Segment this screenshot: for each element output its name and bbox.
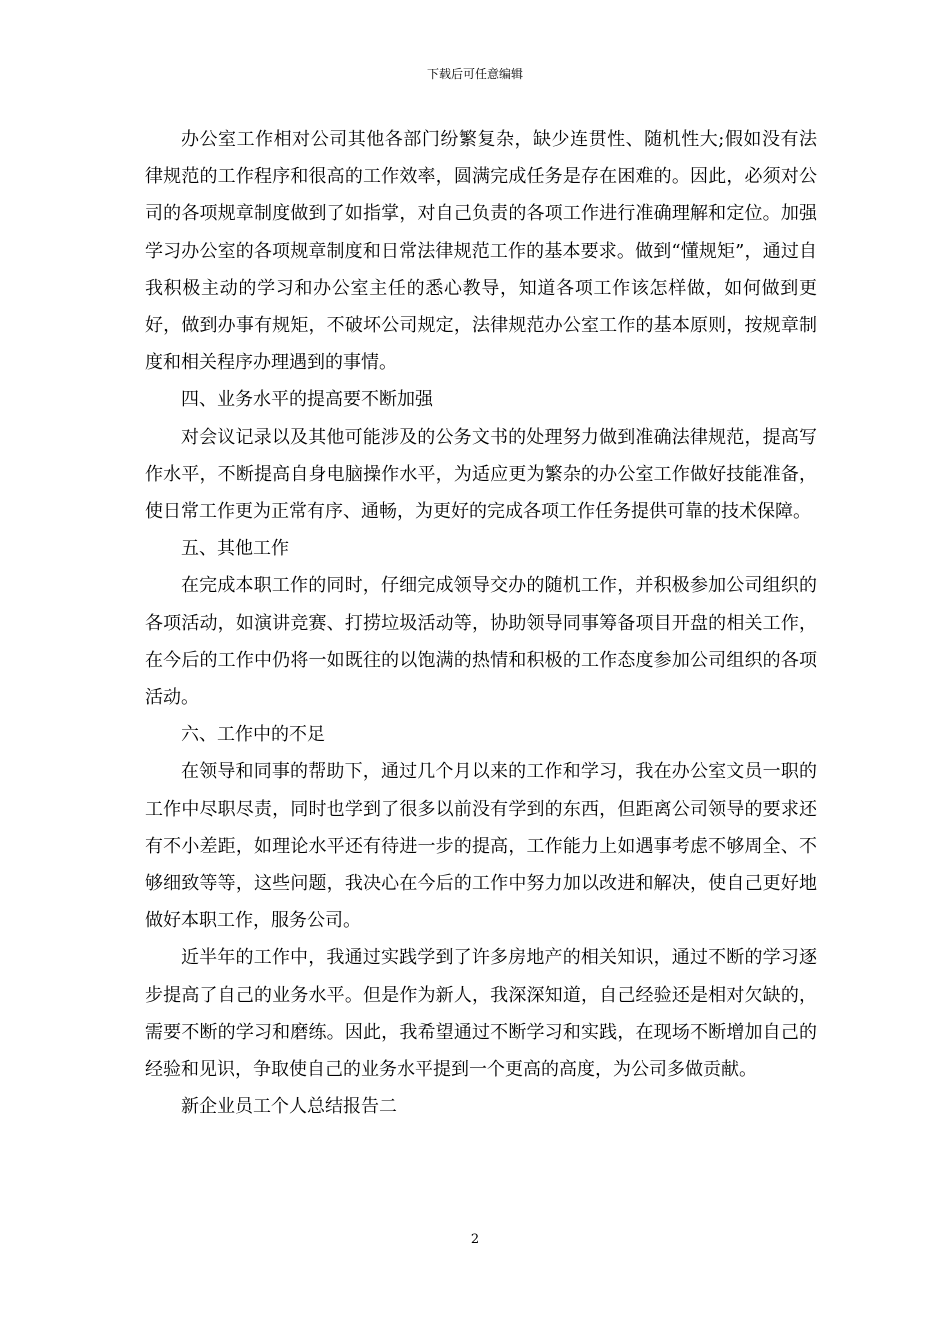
section-heading: 六、工作中的不足: [181, 724, 325, 746]
body-paragraph: 办公室工作相对公司其他各部门纷繁复杂，缺少连贯性、随机性大;假如没有法律规范的工作程序和很高的工作效率，圆满完成任务是存在困难的。因此，必须对公司的各项规章制度做到了如指掌，对自己负责的各项工作进行准确理解和定位。加强学习办公室的各项规章制度和日常法律规范工作的基本要求。做到“懂规矩”，通过自我积极主动的学习和办公室主任的悉心教导，知道各项工作该怎样做，如何做到更好，做到办事有规矩，不破坏公司规定，法律规范办公室工作的基本原则，按规章制度和相关程序办理遇到的事情。: [145, 129, 817, 374]
body-paragraph: 对会议记录以及其他可能涉及的公务文书的处理努力做到准确法律规范，提高写作水平，不断提高自身电脑操作水平，为适应更为繁杂的办公室工作做好技能准备，使日常工作更为正常有序、通畅，为更好的完成各项工作任务提供可靠的技术保障。: [145, 426, 817, 523]
section-heading: 五、其他工作: [181, 538, 289, 560]
document-body: [145, 121, 817, 1125]
page-header: 下载后可任意编辑: [426, 67, 523, 81]
section-heading: 四、业务水平的提高要不断加强: [181, 389, 433, 411]
body-paragraph: 近半年的工作中，我通过实践学到了许多房地产的相关知识，通过不断的学习逐步提高了自己的业务水平。但是作为新人，我深深知道，自己经验还是相对欠缺的，需要不断的学习和磨练。因此，我希望通过不断学习和实践，在现场不断增加自己的经验和见识，争取使自己的业务水平提到一个更高的高度，为公司多做贡献。: [145, 947, 817, 1081]
body-paragraph: 在完成本职工作的同时，仔细完成领导交办的随机工作，并积极参加公司组织的各项活动，如演讲竞赛、打捞垃圾活动等，协助领导同事筹备项目开盘的相关工作，在今后的工作中仍将一如既往的以饱满的热情和积极的工作态度参加公司组织的各项活动。: [145, 575, 817, 709]
report-title: 新企业员工个人总结报告二: [181, 1096, 397, 1118]
body-paragraph: 在领导和同事的帮助下，通过几个月以来的工作和学习，我在办公室文员一职的工作中尽职尽责，同时也学到了很多以前没有学到的东西，但距离公司领导的要求还有不小差距，如理论水平还有待进一步的提高，工作能力上如遇事考虑不够周全、不够细致等等，这些问题，我决心在今后的工作中努力加以改进和解决，使自己更好地做好本职工作，服务公司。: [145, 761, 817, 932]
page-number: 2: [470, 1232, 480, 1247]
